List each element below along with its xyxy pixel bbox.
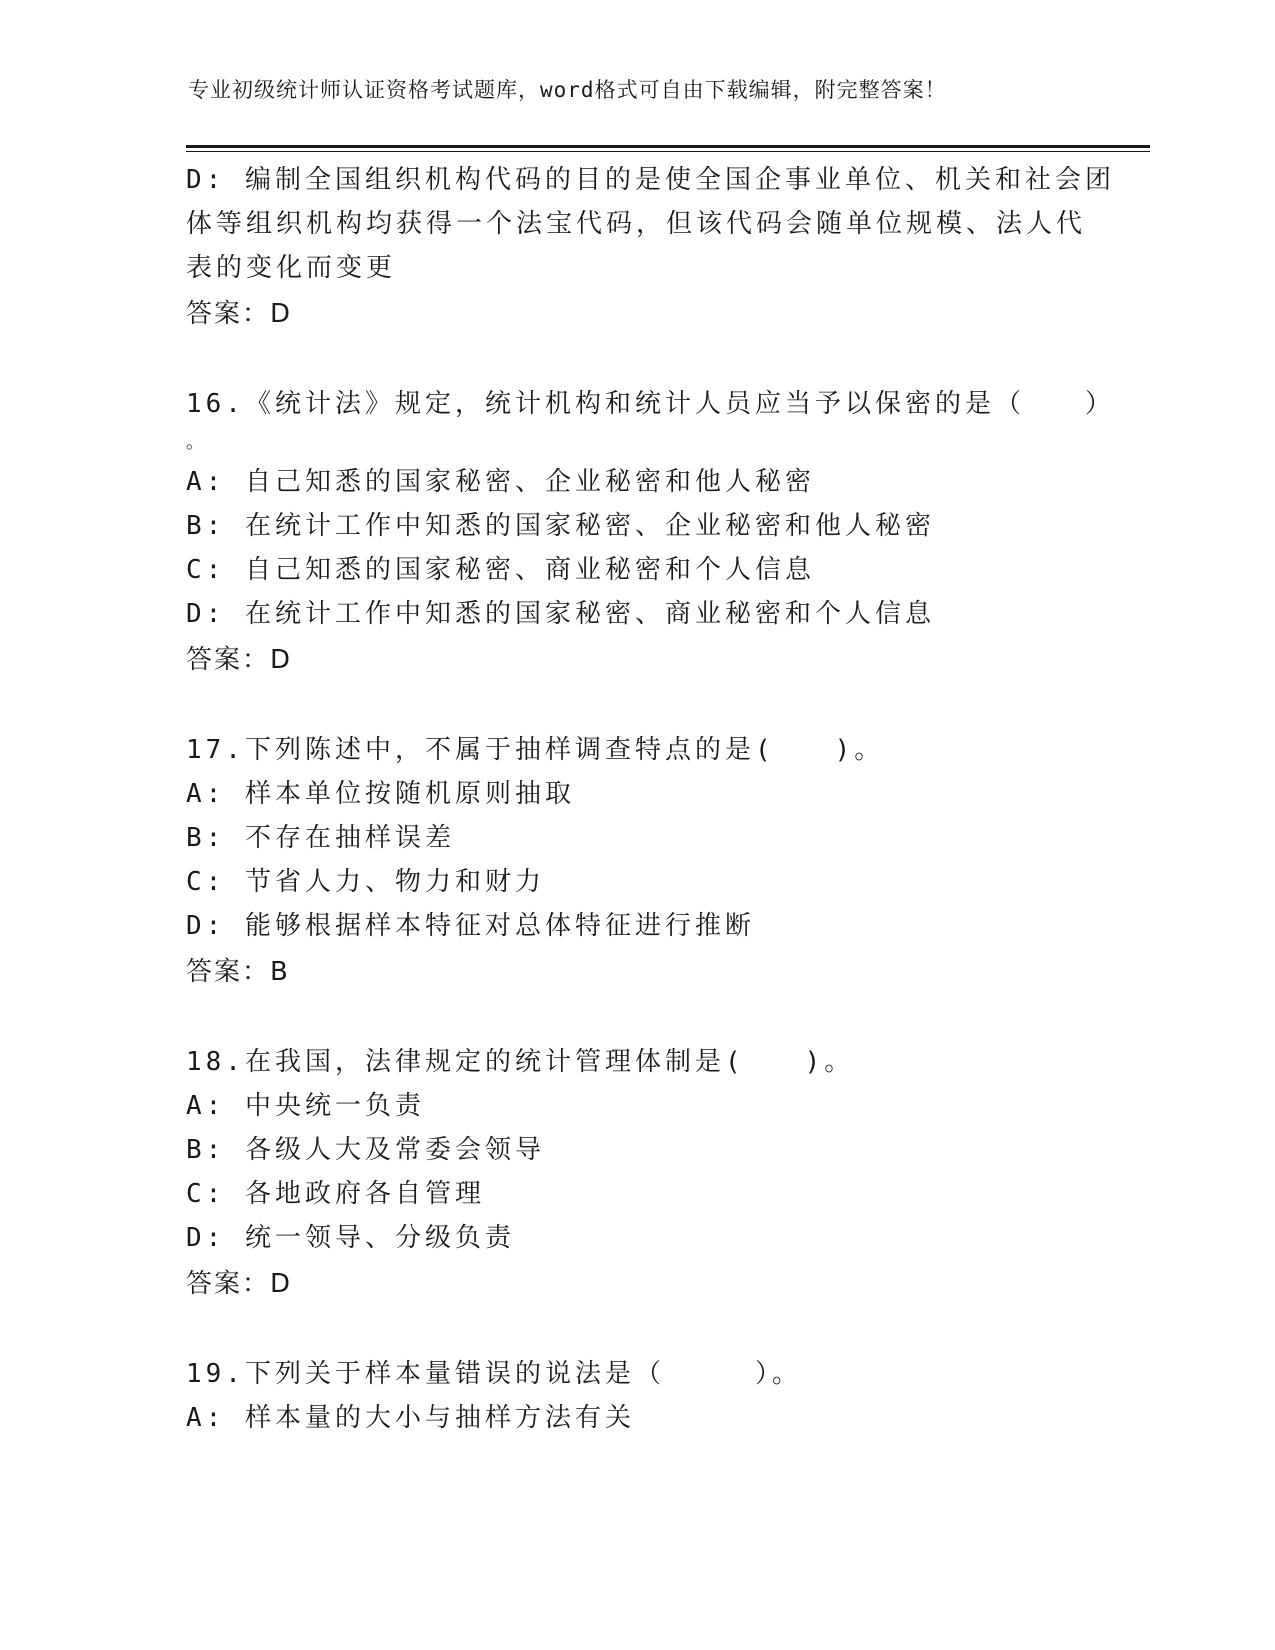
- question-17-block: [186, 728, 1086, 996]
- answer-line: 答案：D: [186, 645, 293, 675]
- question-text: 18.在我国，法律规定的统计管理体制是( )。: [186, 1047, 855, 1077]
- option-a: A: 中央统一负责: [186, 1091, 425, 1121]
- question-16-block: [186, 382, 1115, 684]
- question-18-block: [186, 1040, 1086, 1308]
- spacer: [186, 1308, 1086, 1352]
- option-d: D: 能够根据样本特征对总体特征进行推断: [186, 911, 755, 941]
- page-header: 专业初级统计师认证资格考试题库，word格式可自由下载编辑，附完整答案！: [188, 78, 947, 102]
- option-b: B: 不存在抽样误差: [186, 823, 455, 853]
- prev-question-block: [186, 158, 1115, 338]
- question-text: 17.下列陈述中，不属于抽样调查特点的是( )。: [186, 735, 885, 765]
- option-d: D: 在统计工作中知悉的国家秘密、商业秘密和个人信息: [186, 599, 935, 629]
- question-19-block: [186, 1352, 1086, 1440]
- spacer: [186, 338, 1086, 382]
- answer-line: 答案：D: [186, 299, 293, 329]
- option-c: C: 自己知悉的国家秘密、商业秘密和个人信息: [186, 555, 815, 585]
- header-rule-thick: [186, 145, 1150, 148]
- option-b: B: 各级人大及常委会领导: [186, 1135, 545, 1165]
- header-rule-thin: [186, 151, 1150, 152]
- option-c: C: 节省人力、物力和财力: [186, 867, 545, 897]
- option-a: A: 样本单位按随机原则抽取: [186, 779, 575, 809]
- option-d-line-1: D: 编制全国组织机构代码的目的是使全国企事业单位、机关和社会团: [186, 165, 1115, 195]
- answer-line: 答案：D: [186, 1269, 293, 1299]
- option-a: A: 样本量的大小与抽样方法有关: [186, 1403, 635, 1433]
- question-text: 19.下列关于样本量错误的说法是（ ）。: [186, 1359, 802, 1389]
- spacer: [186, 996, 1086, 1040]
- document-body: [186, 158, 1115, 1440]
- answer-line: 答案：B: [186, 957, 290, 987]
- spacer: [186, 684, 1086, 728]
- option-c: C: 各地政府各自管理: [186, 1179, 485, 1209]
- question-text: 16.《统计法》规定，统计机构和统计人员应当予以保密的是（ ）: [186, 389, 1115, 419]
- option-d: D: 统一领导、分级负责: [186, 1223, 515, 1253]
- option-b: B: 在统计工作中知悉的国家秘密、企业秘密和他人秘密: [186, 511, 935, 541]
- option-d-line-3: 表的变化而变更: [186, 253, 397, 283]
- question-text-tail: 。: [186, 432, 208, 453]
- option-d-line-2: 体等组织机构均获得一个法宝代码，但该代码会随单位规模、法人代: [186, 209, 1087, 239]
- option-a: A: 自己知悉的国家秘密、企业秘密和他人秘密: [186, 467, 815, 497]
